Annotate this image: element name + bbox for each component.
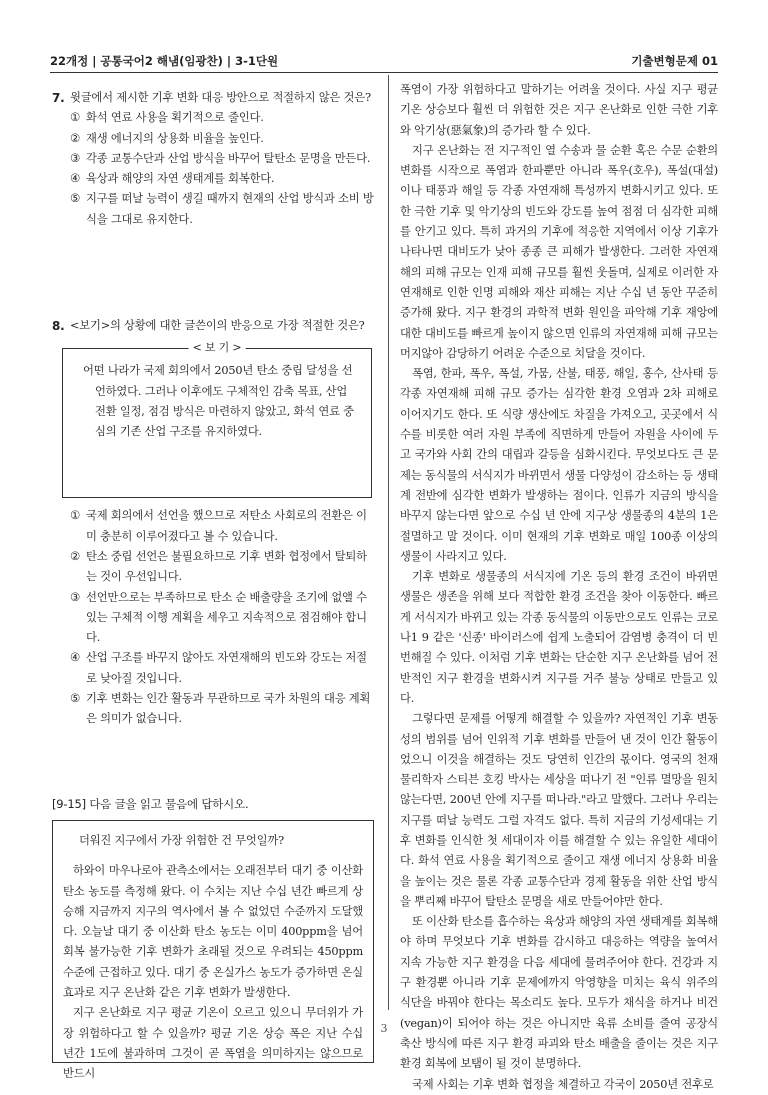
passage-paragraph: 국제 사회는 기후 변화 협정을 체결하고 각국이 2050년 전후로: [412, 1077, 714, 1091]
question-8-number: 8.: [52, 319, 65, 334]
option-text: 육상과 해양의 자연 생태계를 회복한다.: [86, 172, 275, 186]
option-marker: ③: [70, 590, 80, 604]
option-marker: ①: [70, 111, 80, 125]
question-8-option[interactable]: [70, 588, 374, 649]
option-marker: ②: [70, 131, 80, 145]
header-rule: [50, 72, 718, 73]
question-7-number: 7.: [52, 91, 65, 105]
option-marker: ③: [70, 151, 80, 165]
question-7-stem: 윗글에서 제시한 기후 변화 대응 방안으로 적절하지 않은 것은?: [70, 91, 371, 104]
question-8-options: [70, 506, 374, 729]
passage-paragraph: 폭염, 한파, 폭우, 폭설, 가뭄, 산불, 태풍, 해일, 홍수, 산사태 등 각종 자연재해 피해 규모 증가는 심각한 환경 오염과 2차 피해로 이어지기도 한다. 또 식량 생산에도 차질을 가져오고, 곳곳에서 식수를 비롯한 여러 자원 부족에 직면하게 만들어 자원을 사이에 두고 국가와 사회 간의 대립과 갈등을 심화시킨다. 무엇보다도 큰 문제는 동식물의 서식지가 바뀌면서 생물 다양성이 감소하는 등 생태계 전반에 심각한 변화가 발생하는 점이다. 인류가 지금의 방식을 바꾸지 않는다면 앞으로 수십 년 안에 지구상 생물종의 4분의 1은 절멸하고 말 것이다. 이미 현재의 기후 변화로 매일 100종 이상의 생물이 사라지고 있다.: [400, 367, 718, 563]
option-marker: ②: [70, 549, 80, 563]
question-8-stem: <보기>의 상황에 대한 글쓴이의 반응으로 가장 적절한 것은?: [70, 319, 365, 333]
left-column: [52, 88, 374, 1081]
passage-paragraph: 지구 온난화는 전 지구적인 열 수송과 물 순환 혹은 수문 순환의 변화를 시작으로 폭염과 한파뿐만 아니라 폭우(호우), 폭설(대설) 이나 태풍과 해일 등 각종 자연재해 특성까지 변화시키고 있다. 또한 극한 기후 및 악기상의 빈도와 강도를 높여 점점 더 심각한 피해를 안기고 있다. 특히 과거의 기후에 적응한 지역에서 이상 기후가 나타나면 대비도가 낮아 종종 큰 피해가 발생한다. 그러한 자연재해의 피해 규모는 인재 피해 규모를 훨씬 웃돌며, 실제로 이러한 자연재해로 인한 인명 피해와 재산 피해는 지난 수십 년 동안 꾸준히 증가해 왔다. 지구 환경의 과학적 변화 원인을 파악해 기후 재앙에 대한 대비도를 빠르게 높이지 않으면 인류의 자연재해 피해 규모는 머지않아 감당하기 어려운 수준으로 치달을 것이다.: [400, 143, 718, 360]
page-header: [50, 50, 718, 72]
question-7-option[interactable]: [70, 149, 374, 169]
question-7: [52, 88, 374, 230]
option-marker: ④: [70, 172, 80, 186]
option-text: 산업 구조를 바꾸지 않아도 자연재해의 빈도와 강도는 저절로 낮아질 것입니다.: [86, 651, 367, 685]
passage-paragraph: 폭염이 가장 위험하다고 말하기는 어려울 것이다. 사실 지구 평균 기온 상승보다 훨씬 더 위험한 것은 지구 온난화로 인한 극한 기후와 악기상(惡氣象)의 증가라 할 수 있다.: [400, 83, 718, 137]
option-text: 기후 변화는 인간 활동과 무관하므로 국가 차원의 대응 계획은 의미가 없습니다.: [86, 692, 371, 726]
question-8: [52, 316, 374, 730]
right-column: [400, 80, 718, 1095]
question-8-option[interactable]: [70, 689, 374, 730]
option-text: 화석 연료 사용을 획기적으로 줄인다.: [86, 111, 264, 125]
section-instruction: [9-15] 다음 글을 읽고 물음에 답하시오.: [52, 796, 249, 811]
bogi-label: < 보 기 >: [189, 340, 246, 356]
header-left: 22개정 | 공통국어2 해냄(임광찬) | 3-1단원: [50, 54, 279, 68]
option-text: 각종 교통수단과 산업 방식을 바꾸어 탈탄소 문명을 만든다.: [86, 151, 371, 165]
passage-title: 더워진 지구에서 가장 위험한 건 무엇일까?: [79, 833, 284, 847]
option-text: 탄소 중립 선언은 불필요하므로 기후 변화 협정에서 탈퇴하는 것이 우선입니다.: [86, 549, 367, 584]
question-7-option[interactable]: [70, 169, 374, 189]
question-7-option[interactable]: [70, 129, 374, 149]
bogi-box: [62, 341, 372, 498]
option-text: 재생 에너지의 상용화 비율을 높인다.: [86, 131, 264, 145]
question-7-option[interactable]: [70, 108, 374, 128]
question-8-option[interactable]: [70, 648, 374, 689]
option-marker: ⑤: [70, 192, 80, 206]
option-marker: ①: [70, 509, 80, 523]
question-7-options: [70, 108, 374, 230]
passage-paragraph: 지구 온난화로 지구 평균 기온이 오르고 있으니 무더위가 가장 위험하다고 할 수 있을까? 평균 기온 상승 폭은 지난 수십 년간 1도에 불과하며 그것이 곧 폭염을 의미하지는 않으므로 반드시: [63, 1006, 363, 1081]
passage-paragraph: 하와이 마우나로아 관측소에서는 오래전부터 대기 중 이산화 탄소 농도를 측정해 왔다. 이 수치는 지난 수십 년간 빠르게 상승해 지금까지 지구의 역사에서 볼 수 없었던 수준까지 도달했다. 오늘날 대기 중 이산화 탄소 농도는 이미 400ppm을 넘어 회복 불가능한 기후 변화가 초래될 것으로 우려되는 450ppm 수준에 근접하고 있다. 대기 중 온실가스 농도가 증가하면 온실 효과로 지구 온난화 같은 기후 변화가 발생한다.: [63, 864, 363, 1000]
option-marker: ④: [70, 651, 80, 665]
header-right: 기출변형문제 01: [631, 54, 718, 68]
option-text: 지구를 떠날 능력이 생길 때까지 현재의 산업 방식과 소비 방식을 그대로 유지한다.: [86, 192, 374, 226]
option-marker: ⑤: [70, 692, 80, 706]
question-7-option[interactable]: [70, 189, 374, 230]
passage-paragraph: 또 이산화 탄소를 흡수하는 육상과 해양의 자연 생태계를 회복해야 하며 무엇보다 기후 변화를 감시하고 대응하는 역량을 높여서 지속 가능한 지구 환경을 다음 세대에 물려주어야 한다. 건강과 지구 환경뿐 아니라 기후 문제에까지 악영향을 미치는 육식 위주의 식단을 바꿔야 한다는 목소리도 높다. 모두가 채식을 하거나 비건(vegan)이 되어야 하는 것은 아니지만 육류 소비를 줄여 공장식 축산 방식에 따른 지구 환경 파괴와 탄소 배출을 줄이는 것은 지구 환경 회복에 보탬이 될 것이 분명하다.: [400, 915, 718, 1071]
page-number: 3: [380, 1022, 388, 1035]
passage-paragraph: 기후 변화로 생물종의 서식지에 기온 등의 환경 조건이 바뀌면 생물은 생존을 위해 보다 적합한 환경 조건을 찾아 이동한다. 빠르게 서식지가 바뀌고 있는 각종 동식물의 이동만으로도 인류는 코로나1 9 같은 '신종' 바이러스에 쉽게 노출되어 감염병 충격이 더 빈번해질 수 있다. 이처럼 기후 변화는 단순한 지구 온난화를 넘어 전반적인 지구 환경을 변화시켜 지구를 거주 불능 상태로 만들고 있다.: [400, 570, 718, 705]
column-divider: [388, 75, 389, 1010]
question-8-option[interactable]: [70, 506, 374, 547]
bogi-text: 어떤 나라가 국제 회의에서 2050년 탄소 중립 달성을 선언하였다. 그러나 이후에도 구체적인 감축 목표, 산업 전환 일정, 점검 방식은 마련하지 않았고, 화석 연료 중심의 기존 산업 구조를 유지하였다.: [83, 364, 354, 439]
question-8-option[interactable]: [70, 547, 374, 588]
passage-paragraph: 그렇다면 문제를 어떻게 해결할 수 있을까? 자연적인 기후 변동성의 범위를 넘어 인위적 기후 변화를 만들어 낸 것이 인간 활동이었으니 이것을 해결하는 것도 당연히 인간의 몫이다. 영국의 천재 물리학자 스티븐 호킹 박사는 세상을 떠나기 전 "인류 멸망을 원치 않는다면, 200년 안에 지구를 떠나라."라고 말했다. 그러나 우리는 지구를 떠날 능력도 그럴 자격도 없다. 특히 지금의 기성세대는 기후 변화를 인식한 첫 세대이자 이를 해결할 수 있는 유일한 세대이다. 화석 연료 사용을 획기적으로 줄이고 재생 에너지 상용화 비율을 높이는 것은 물론 각종 교통수단과 경제 활동을 위한 산업 방식을 뿌리째 바꾸어 탈탄소 문명을 새로 만들어야만 한다.: [400, 712, 718, 908]
option-text: 선언만으로는 부족하므로 탄소 순 배출량을 조기에 없앨 수 있는 구체적 이행 계획을 세우고 지속적으로 점검해야 합니다.: [86, 590, 367, 645]
option-text: 국제 회의에서 선언을 했으므로 저탄소 사회로의 전환은 이미 충분히 이루어졌다고 볼 수 있습니다.: [86, 509, 367, 543]
